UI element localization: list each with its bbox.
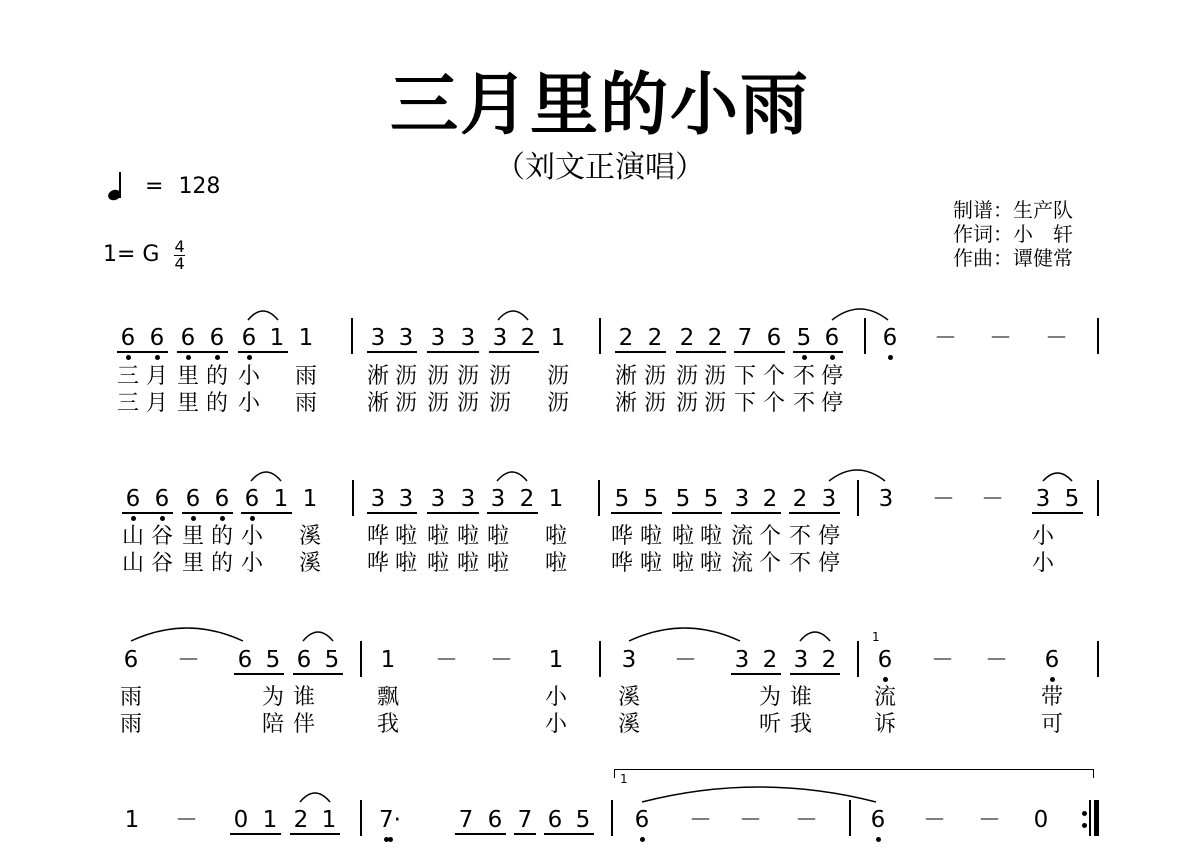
credit-label: 作词： (953, 222, 1013, 246)
lyric: 的 (205, 364, 228, 389)
note: 5 (796, 325, 812, 351)
note: 0 (1033, 807, 1049, 833)
credit-label: 作曲： (953, 246, 1013, 270)
note: 3 (734, 486, 750, 512)
note: 2 (293, 807, 309, 833)
note: 5 (265, 647, 281, 673)
slur (832, 309, 888, 320)
slur (1043, 473, 1072, 481)
lyric: 里 (181, 551, 204, 576)
note: 6 (870, 807, 886, 833)
time-numerator: 4 (174, 236, 185, 256)
note: 6 (125, 486, 141, 512)
lyric: 哗 (366, 524, 389, 549)
lyric: 雨 (294, 364, 317, 389)
lyric: 谷 (150, 524, 173, 549)
lyric: 沥 (643, 364, 666, 389)
dash: － (978, 807, 1001, 833)
lyric: 流 (730, 524, 753, 549)
note: 6 (487, 807, 503, 833)
lyric: 啦 (486, 524, 509, 549)
note: 3 (1035, 486, 1051, 512)
lyric: 下 (733, 391, 756, 416)
lyric: 谷 (150, 551, 173, 576)
credit-label: 制谱： (953, 198, 1013, 222)
lyric: 雨 (294, 391, 317, 416)
note: 5 (575, 807, 591, 833)
lyric: 里 (181, 524, 204, 549)
note: 6 (154, 486, 170, 512)
note: 6 (766, 325, 782, 351)
note: 3 (734, 647, 750, 673)
note: 3 (460, 325, 476, 351)
grace-note: 1 (872, 630, 880, 644)
lyric: 停 (820, 391, 843, 416)
lyric: 小 (544, 685, 567, 710)
slur (303, 632, 333, 641)
note: 2 (519, 486, 535, 512)
dash: － (175, 807, 198, 833)
note: 2 (707, 325, 723, 351)
lyric: 溪 (298, 551, 321, 576)
credit-value: 生产队 (1013, 198, 1073, 222)
lyric: 雨 (119, 712, 142, 737)
lyric: 啦 (486, 551, 509, 576)
slur (800, 632, 830, 641)
note: 1 (273, 486, 289, 512)
note: 6 (547, 807, 563, 833)
note: 3 (460, 486, 476, 512)
lyric: 小 (1031, 524, 1054, 549)
lyric: 啦 (671, 524, 694, 549)
lyric: 听 (758, 712, 781, 737)
lyric: 啦 (394, 524, 417, 549)
lyric: 谁 (292, 685, 315, 710)
note: 3 (878, 486, 894, 512)
lyric: 啦 (456, 551, 479, 576)
lyric: 不 (792, 391, 815, 416)
note: 5 (324, 647, 340, 673)
lyric: 淅 (366, 391, 389, 416)
note: 5 (703, 486, 719, 512)
lyric: 三 (116, 391, 139, 416)
dash: － (689, 807, 712, 833)
note: 6 (185, 486, 201, 512)
note: 2 (762, 647, 778, 673)
lyric: 溪 (617, 712, 640, 737)
lyric: 为 (261, 685, 284, 710)
dash: － (435, 647, 458, 673)
lyric: 的 (205, 391, 228, 416)
note: 2 (762, 486, 778, 512)
note: 3 (492, 325, 508, 351)
slur (300, 793, 330, 802)
note: 2 (821, 647, 837, 673)
note: 2 (647, 325, 663, 351)
tempo-bpm: 128 (178, 174, 221, 199)
slur (248, 311, 278, 320)
note: 1 (124, 807, 140, 833)
lyric: 沥 (456, 364, 479, 389)
lyric: 个 (762, 364, 785, 389)
slur (629, 628, 740, 641)
note: 1 (321, 807, 337, 833)
lyric: 伴 (292, 712, 315, 737)
note: 2 (679, 325, 695, 351)
tempo-equals: = (145, 174, 164, 199)
note: 1 (550, 325, 566, 351)
note: 3 (430, 325, 446, 351)
note: 1 (380, 647, 396, 673)
lyric: 的 (210, 524, 233, 549)
lyric: 飘 (376, 685, 399, 710)
dash: － (981, 486, 1004, 512)
note: 3 (370, 486, 386, 512)
lyric: 三 (116, 364, 139, 389)
note: 2 (618, 325, 634, 351)
lyric: 沥 (643, 391, 666, 416)
lyric: 哗 (610, 524, 633, 549)
note: 6 (180, 325, 196, 351)
note: 6 (241, 325, 257, 351)
lyric: 沥 (426, 364, 449, 389)
dash: － (989, 325, 1012, 351)
lyric: 小 (544, 712, 567, 737)
note: 5 (614, 486, 630, 512)
note: 2 (792, 486, 808, 512)
lyric: 淅 (614, 391, 637, 416)
note: 7 (517, 807, 533, 833)
note: 5 (675, 486, 691, 512)
lyric: 里 (176, 391, 199, 416)
lyric: 里 (176, 364, 199, 389)
slur (642, 787, 876, 802)
note: 3 (370, 325, 386, 351)
note: 6 (214, 486, 230, 512)
lyric: 啦 (544, 524, 567, 549)
note: 5 (643, 486, 659, 512)
lyric: 啦 (699, 524, 722, 549)
song-subtitle: （刘文正演唱） (495, 150, 705, 185)
dash: － (739, 807, 762, 833)
lyric: 沥 (703, 391, 726, 416)
note: 1 (298, 325, 314, 351)
lyric: 不 (788, 551, 811, 576)
lyric: 沥 (426, 391, 449, 416)
lyric: 小 (240, 524, 263, 549)
dash: － (674, 647, 697, 673)
note: 6 (1044, 647, 1060, 673)
lyric: 我 (789, 712, 812, 737)
lyric: 下 (733, 364, 756, 389)
note: 7· (379, 807, 401, 833)
note: 3 (821, 486, 837, 512)
note: 2 (520, 325, 536, 351)
note: 3 (490, 486, 506, 512)
note: 6 (244, 486, 260, 512)
lyric: 流 (730, 551, 753, 576)
note: 3 (621, 647, 637, 673)
dash: － (931, 647, 954, 673)
note: 6 (824, 325, 840, 351)
lyric: 小 (240, 551, 263, 576)
lyric: 淅 (366, 364, 389, 389)
lyric: 谁 (789, 685, 812, 710)
lyric: 啦 (426, 551, 449, 576)
note: 6 (877, 647, 893, 673)
lyric: 溪 (298, 524, 321, 549)
note: 1 (548, 647, 564, 673)
time-denominator: 4 (174, 253, 185, 273)
dash: － (934, 325, 957, 351)
lyric: 停 (817, 551, 840, 576)
lyric: 个 (758, 524, 781, 549)
lyric: 雨 (119, 685, 142, 710)
lyric: 个 (758, 551, 781, 576)
lyric: 的 (210, 551, 233, 576)
dash: － (1045, 325, 1068, 351)
note: 1 (262, 807, 278, 833)
volta-number: 1 (620, 772, 628, 786)
slur (498, 311, 528, 320)
note: 6 (634, 807, 650, 833)
note: 5 (1064, 486, 1080, 512)
lyric: 沥 (394, 391, 417, 416)
note: 6 (123, 647, 139, 673)
lyric: 带 (1040, 685, 1063, 710)
note: 6 (149, 325, 165, 351)
lyric: 啦 (671, 551, 694, 576)
lyric: 哗 (610, 551, 633, 576)
note: 3 (430, 486, 446, 512)
slur (829, 470, 885, 481)
lyric: 小 (237, 391, 260, 416)
lyric: 沥 (488, 364, 511, 389)
note: 6 (209, 325, 225, 351)
lyric: 月 (145, 391, 168, 416)
note: 3 (398, 325, 414, 351)
note: 3 (398, 486, 414, 512)
lyric: 个 (762, 391, 785, 416)
lyric: 啦 (456, 524, 479, 549)
key-label: 1= G (103, 242, 160, 267)
lyric: 淅 (614, 364, 637, 389)
lyric: 啦 (394, 551, 417, 576)
note: 7 (458, 807, 474, 833)
lyric: 停 (817, 524, 840, 549)
note: 1 (548, 486, 564, 512)
lyric: 沥 (546, 391, 569, 416)
note: 3 (793, 647, 809, 673)
dash: － (177, 647, 200, 673)
note: 7 (737, 325, 753, 351)
lyric: 溪 (617, 685, 640, 710)
lyric: 停 (820, 364, 843, 389)
note: 6 (882, 325, 898, 351)
note: 6 (296, 647, 312, 673)
dash: － (985, 647, 1008, 673)
lyric: 可 (1040, 712, 1063, 737)
lyric: 沥 (546, 364, 569, 389)
lyric: 沥 (456, 391, 479, 416)
lyric: 陪 (261, 712, 284, 737)
dash: － (795, 807, 818, 833)
lyric: 沥 (488, 391, 511, 416)
lyric: 啦 (639, 524, 662, 549)
lyric: 哗 (366, 551, 389, 576)
dash: － (932, 486, 955, 512)
note: 1 (302, 486, 318, 512)
note: 1 (269, 325, 285, 351)
lyric: 山 (121, 551, 144, 576)
lyric: 小 (237, 364, 260, 389)
lyric: 诉 (873, 712, 896, 737)
song-title: 三月里的小雨 (389, 66, 810, 145)
note: 6 (120, 325, 136, 351)
lyric: 沥 (675, 391, 698, 416)
lyric: 小 (1031, 551, 1054, 576)
lyric: 啦 (699, 551, 722, 576)
lyric: 啦 (544, 551, 567, 576)
lyric: 流 (873, 685, 896, 710)
lyric: 不 (788, 524, 811, 549)
slur (497, 472, 527, 481)
lyric: 沥 (703, 364, 726, 389)
lyric: 我 (376, 712, 399, 737)
credit-value: 谭健常 (1013, 246, 1073, 270)
lyric: 月 (145, 364, 168, 389)
credit-value: 小 轩 (1013, 222, 1073, 246)
dash: － (923, 807, 946, 833)
slur (251, 472, 281, 481)
lyric: 为 (758, 685, 781, 710)
note: 6 (237, 647, 253, 673)
lyric: 啦 (639, 551, 662, 576)
lyric: 沥 (394, 364, 417, 389)
lyric: 不 (792, 364, 815, 389)
lyric: 沥 (675, 364, 698, 389)
dash: － (490, 647, 513, 673)
lyric: 啦 (426, 524, 449, 549)
note: 0 (233, 807, 249, 833)
slur (131, 628, 243, 641)
lyric: 山 (121, 524, 144, 549)
